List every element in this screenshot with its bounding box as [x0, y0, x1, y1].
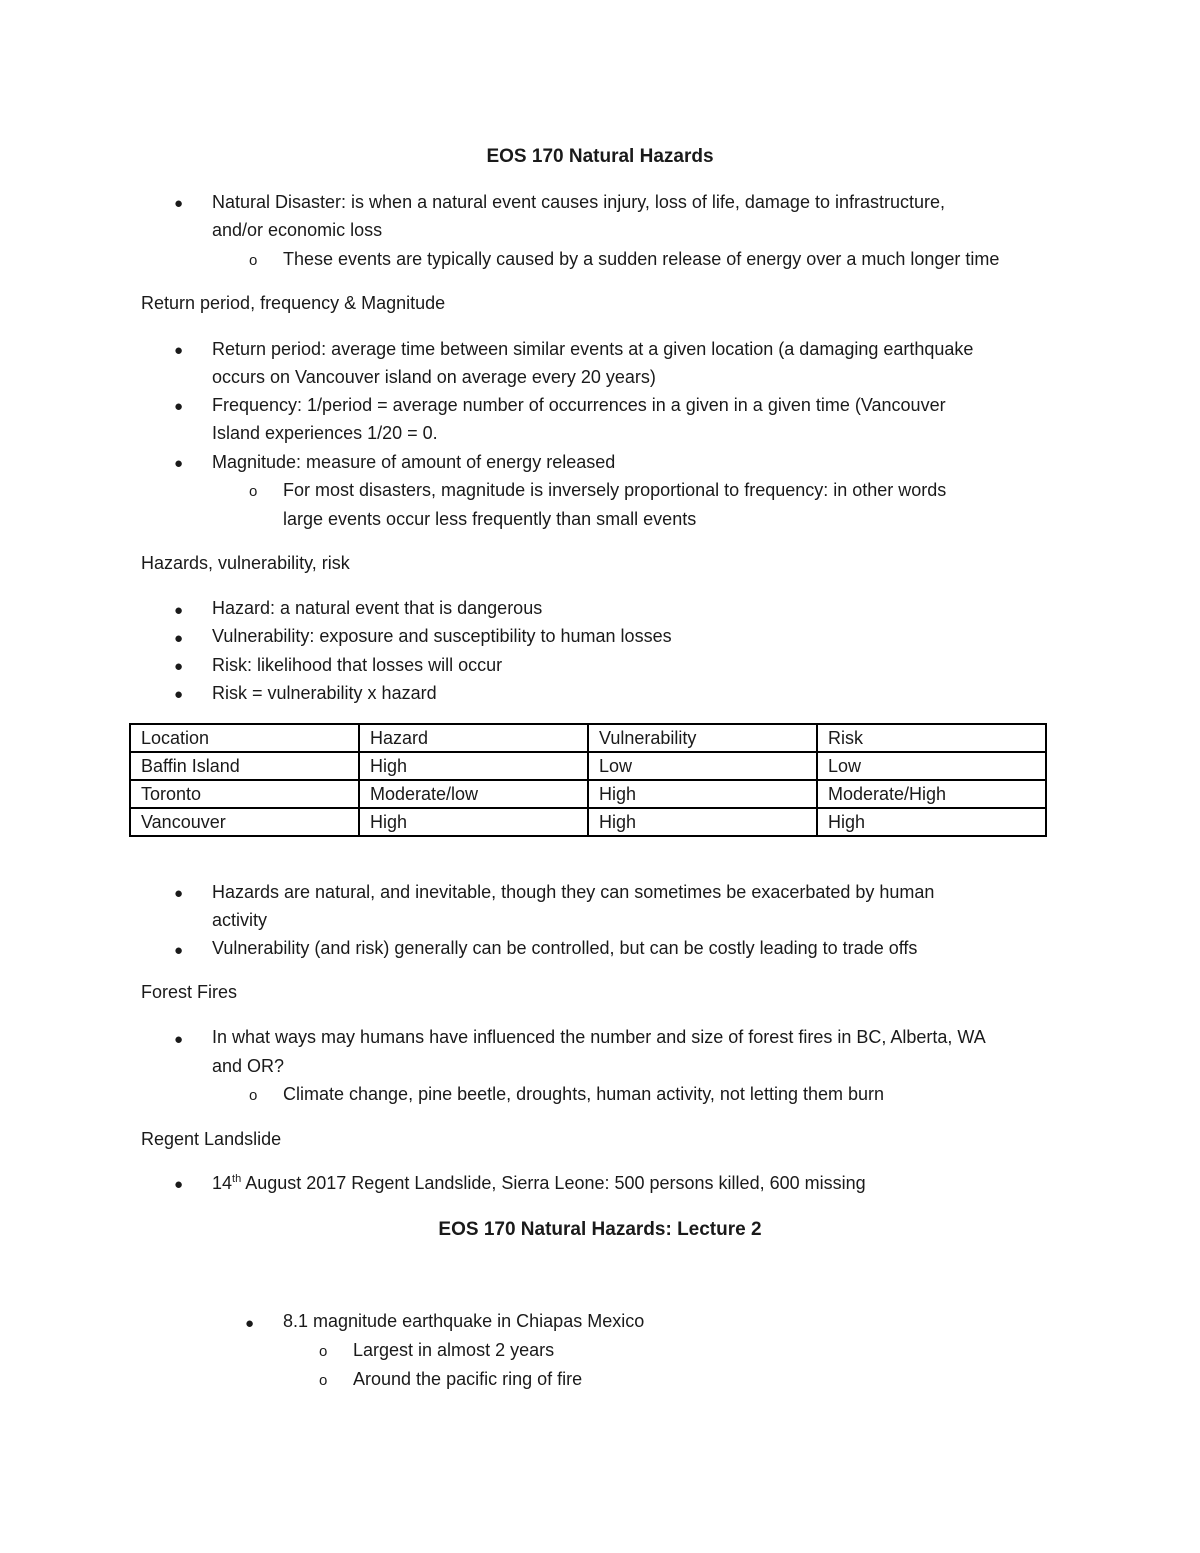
sub-list-item: These events are typically caused by a sudden release of energy over a much longer time [283, 249, 1000, 269]
lecture-title: EOS 170 Natural Hazards: Lecture 2 [438, 1219, 762, 1240]
date-day: 14 [212, 1173, 233, 1193]
table-header-cell: Hazard [359, 724, 588, 752]
list-item-continued: Island experiences 1/20 = 0. [212, 423, 438, 443]
sub-bullet-icon: o [249, 1087, 258, 1104]
table-cell: High [359, 808, 588, 836]
bullet-icon: ● [174, 1031, 184, 1048]
list-item: 8.1 magnitude earthquake in Chiapas Mexico [283, 1311, 645, 1331]
table-cell: Toronto [130, 780, 359, 808]
list-item-text: August 2017 Regent Landslide, Sierra Leone: 500 persons killed, 600 missing [241, 1173, 866, 1193]
date-ordinal-suffix: th [232, 1173, 242, 1185]
list-item-continued: and/or economic loss [212, 220, 383, 240]
list-item-continued: occurs on Vancouver island on average every 20 years) [212, 367, 656, 387]
list-item: Return period: average time between similar events at a given location (a damaging earthquake [212, 339, 974, 359]
list-item: Frequency: 1/period = average number of occurrences in a given in a given time (Vancouver [212, 395, 946, 415]
list-item: Hazard: a natural event that is dangerous [212, 598, 543, 618]
bullet-icon: ● [174, 455, 184, 472]
list-item [212, 1173, 866, 1194]
list-item: Risk = vulnerability x hazard [212, 683, 437, 703]
sub-list-item-continued: large events occur less frequently than small events [283, 509, 697, 529]
sub-bullet-icon: o [319, 1343, 328, 1360]
list-item: Magnitude: measure of amount of energy released [212, 452, 616, 472]
risk-table [129, 723, 1047, 837]
table-cell: Low [817, 752, 1046, 780]
table-cell: Low [588, 752, 817, 780]
table-cell: Baffin Island [130, 752, 359, 780]
bullet-icon: ● [174, 195, 184, 212]
table-row [130, 808, 1046, 836]
bullet-icon: ● [174, 658, 184, 675]
bullet-icon: ● [174, 398, 184, 415]
list-item: In what ways may humans have influenced the number and size of forest fires in BC, Alberta, WA [212, 1027, 986, 1047]
bullet-icon: ● [174, 686, 184, 703]
section-heading: Regent Landslide [141, 1129, 282, 1149]
bullet-icon: ● [174, 885, 184, 902]
table-header-cell: Risk [817, 724, 1046, 752]
list-item: Risk: likelihood that losses will occur [212, 655, 503, 675]
table-cell: High [588, 808, 817, 836]
bullet-icon: ● [174, 630, 184, 647]
section-heading: Hazards, vulnerability, risk [141, 553, 350, 573]
list-item-continued: activity [212, 910, 268, 930]
table-cell: High [817, 808, 1046, 836]
section-heading: Forest Fires [141, 982, 238, 1002]
bullet-icon: ● [174, 942, 184, 959]
list-item: Hazards are natural, and inevitable, though they can sometimes be exacerbated by human [212, 882, 935, 902]
bullet-icon: ● [174, 1176, 184, 1193]
table-cell: Moderate/High [817, 780, 1046, 808]
sub-list-item: Around the pacific ring of fire [353, 1369, 583, 1389]
table-header-row [130, 724, 1046, 752]
table-header-cell: Location [130, 724, 359, 752]
table-header-cell: Vulnerability [588, 724, 817, 752]
sub-list-item: Largest in almost 2 years [353, 1340, 555, 1360]
sub-bullet-icon: o [249, 483, 258, 500]
sub-bullet-icon: o [249, 252, 258, 269]
sub-list-item: For most disasters, magnitude is inversely proportional to frequency: in other words [283, 480, 947, 500]
bullet-icon: ● [174, 602, 184, 619]
table-cell: High [359, 752, 588, 780]
list-item: Vulnerability (and risk) generally can be controlled, but can be costly leading to trade offs [212, 938, 918, 958]
bullet-icon: ● [174, 342, 184, 359]
table-cell: High [588, 780, 817, 808]
table-row [130, 752, 1046, 780]
section-heading: Return period, frequency & Magnitude [141, 293, 446, 313]
bullet-icon: ● [245, 1315, 255, 1332]
list-item: Natural Disaster: is when a natural event causes injury, loss of life, damage to infrastructure, [212, 192, 946, 212]
table-cell: Vancouver [130, 808, 359, 836]
list-item-continued: and OR? [212, 1056, 285, 1076]
table-row [130, 780, 1046, 808]
page-title: EOS 170 Natural Hazards [486, 146, 714, 167]
sub-bullet-icon: o [319, 1372, 328, 1389]
sub-list-item: Climate change, pine beetle, droughts, human activity, not letting them burn [283, 1084, 885, 1104]
list-item: Vulnerability: exposure and susceptibility to human losses [212, 626, 672, 646]
table-cell: Moderate/low [359, 780, 588, 808]
